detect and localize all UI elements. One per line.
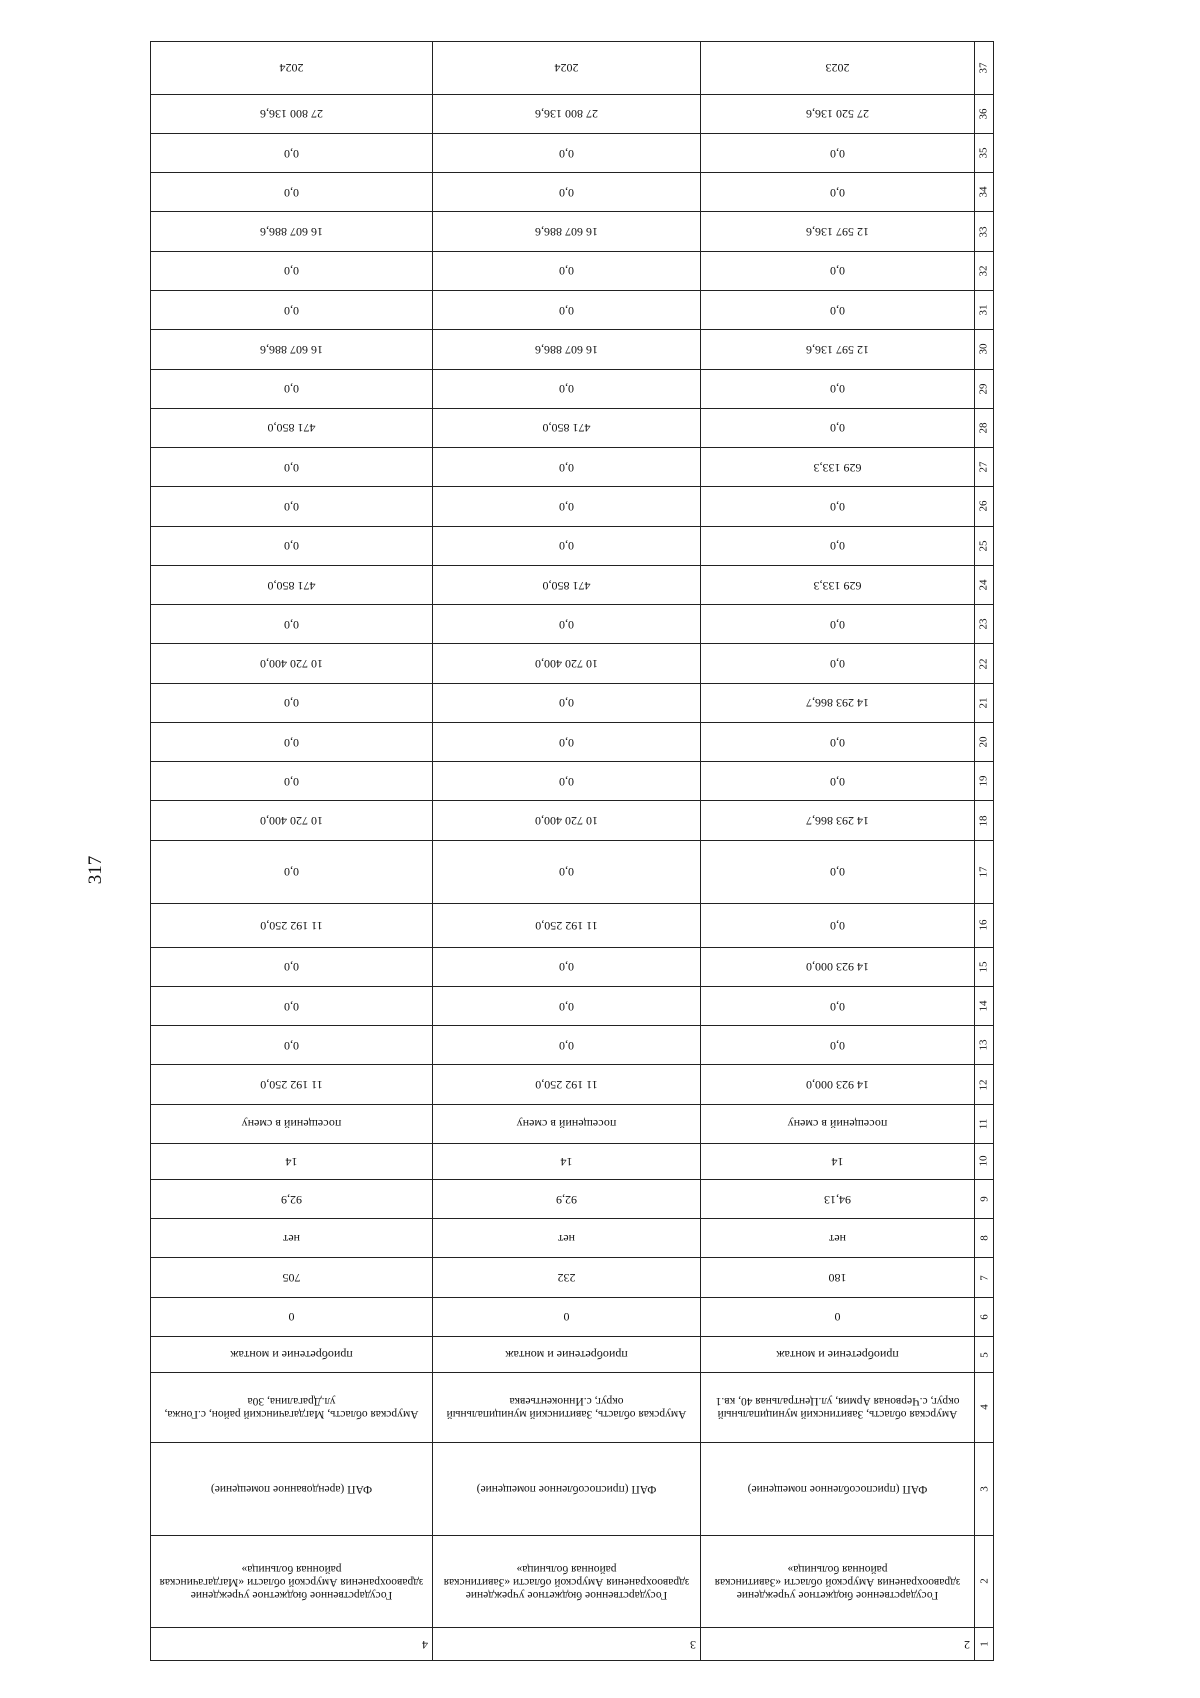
- table-cell: Государственное бюджетное учреждение здравоохранения Амурской области «Магдагачинская районная больница»: [151, 1535, 433, 1628]
- table-cell: 0,0: [701, 173, 975, 212]
- table-cell: Амурская область, Завитинский муниципальный округ, с.Иннокентьевка: [433, 1373, 701, 1443]
- table-row: [151, 801, 994, 840]
- table-row: [151, 1026, 994, 1065]
- column-number: 26: [975, 487, 994, 526]
- table-cell: 0,0: [701, 840, 975, 903]
- table-cell: 0,0: [433, 947, 701, 986]
- table-cell: 0,0: [701, 722, 975, 761]
- column-number: 17: [975, 840, 994, 903]
- table-cell: 14: [433, 1143, 701, 1179]
- table-cell: 14: [701, 1143, 975, 1179]
- table-row: [151, 904, 994, 948]
- table-row: [151, 173, 994, 212]
- table-cell: 11 192 250,0: [433, 904, 701, 948]
- table-cell: 0,0: [433, 291, 701, 330]
- table-cell: 705: [151, 1258, 433, 1297]
- table-cell: 471 850,0: [151, 408, 433, 447]
- table-cell: 11 192 250,0: [151, 904, 433, 948]
- table-row: [151, 1104, 994, 1143]
- table-cell: нет: [151, 1219, 433, 1258]
- table-cell: 629 133,3: [701, 565, 975, 604]
- table-cell: 0,0: [701, 904, 975, 948]
- column-number: 11: [975, 1104, 994, 1143]
- column-number: 4: [975, 1373, 994, 1443]
- table-cell: 4: [151, 1628, 433, 1661]
- column-number: 21: [975, 683, 994, 722]
- table-row: [151, 448, 994, 487]
- table-row: [151, 762, 994, 801]
- table-cell: 14 293 866,7: [701, 801, 975, 840]
- column-number: 31: [975, 291, 994, 330]
- column-number: 6: [975, 1297, 994, 1336]
- column-number: 2: [975, 1535, 994, 1628]
- column-number: 28: [975, 408, 994, 447]
- table-cell: ФАП (приспособленное помещение): [701, 1442, 975, 1535]
- table-cell: 0,0: [151, 369, 433, 408]
- column-number: 7: [975, 1258, 994, 1297]
- table-cell: 629 133,3: [701, 448, 975, 487]
- table-row: [151, 94, 994, 133]
- table-row: [151, 947, 994, 986]
- table-cell: нет: [701, 1219, 975, 1258]
- column-number: 32: [975, 251, 994, 290]
- table-cell: 0,0: [433, 762, 701, 801]
- table-cell: 0,0: [701, 291, 975, 330]
- table-cell: 0,0: [433, 605, 701, 644]
- table-cell: 27 800 136,6: [433, 94, 701, 133]
- column-number: 22: [975, 644, 994, 683]
- table-cell: 11 192 250,0: [433, 1065, 701, 1104]
- column-number: 23: [975, 605, 994, 644]
- table-cell: ФАП (приспособленное помещение): [433, 1442, 701, 1535]
- table-cell: ФАП (арендованное помещение): [151, 1442, 433, 1535]
- table-row: [151, 1219, 994, 1258]
- column-number: 20: [975, 722, 994, 761]
- table-cell: 2: [701, 1628, 975, 1661]
- table-cell: 0,0: [701, 408, 975, 447]
- table-cell: 0,0: [433, 133, 701, 172]
- table-cell: 16 607 886,6: [433, 212, 701, 251]
- table-cell: 0,0: [151, 762, 433, 801]
- table-cell: 0,0: [151, 605, 433, 644]
- column-number: 24: [975, 565, 994, 604]
- table-row: [151, 1179, 994, 1218]
- column-number: 5: [975, 1337, 994, 1373]
- table-cell: 0,0: [701, 133, 975, 172]
- table-cell: 0,0: [701, 526, 975, 565]
- column-number: 36: [975, 94, 994, 133]
- table-cell: 94,13: [701, 1179, 975, 1218]
- table-cell: 0,0: [701, 1026, 975, 1065]
- table-cell: Государственное бюджетное учреждение здравоохранения Амурской области «Завитинская районная больница»: [433, 1535, 701, 1628]
- column-number: 10: [975, 1143, 994, 1179]
- table-cell: 12 597 136,6: [701, 212, 975, 251]
- table-cell: 16 607 886,6: [151, 330, 433, 369]
- table-row: [151, 683, 994, 722]
- table-row: [151, 1297, 994, 1336]
- column-number: 16: [975, 904, 994, 948]
- table-row: [151, 212, 994, 251]
- table-cell: приобретение и монтаж: [151, 1337, 433, 1373]
- column-number: 25: [975, 526, 994, 565]
- table-cell: 0,0: [701, 644, 975, 683]
- column-number: 35: [975, 133, 994, 172]
- table-cell: 0,0: [433, 840, 701, 903]
- table-cell: 471 850,0: [151, 565, 433, 604]
- table-cell: 0,0: [433, 487, 701, 526]
- table-cell: 14: [151, 1143, 433, 1179]
- table-row: [151, 1065, 994, 1104]
- table-cell: 232: [433, 1258, 701, 1297]
- table-row: [151, 644, 994, 683]
- table-cell: 0,0: [151, 487, 433, 526]
- column-number: 37: [975, 42, 994, 95]
- column-number: 3: [975, 1442, 994, 1535]
- table-cell: 0,0: [433, 173, 701, 212]
- table-cell: 0,0: [701, 487, 975, 526]
- table-cell: 0: [433, 1297, 701, 1336]
- table-cell: 0,0: [701, 369, 975, 408]
- table-row: [151, 1373, 994, 1443]
- table-cell: нет: [433, 1219, 701, 1258]
- table-row: [151, 722, 994, 761]
- table-cell: 0,0: [701, 986, 975, 1025]
- table-cell: 0,0: [151, 173, 433, 212]
- table-cell: 92,9: [151, 1179, 433, 1218]
- table-cell: 180: [701, 1258, 975, 1297]
- table-cell: 0,0: [151, 683, 433, 722]
- column-number: 12: [975, 1065, 994, 1104]
- table-cell: 0,0: [151, 448, 433, 487]
- table-cell: 92,9: [433, 1179, 701, 1218]
- table-cell: 0: [151, 1297, 433, 1336]
- table-cell: 0,0: [151, 986, 433, 1025]
- table-row: [151, 1535, 994, 1628]
- column-number: 13: [975, 1026, 994, 1065]
- page-number: 317: [85, 855, 106, 885]
- table-cell: 0,0: [433, 369, 701, 408]
- table-row: [151, 291, 994, 330]
- table-row: [151, 42, 994, 95]
- table-row: [151, 369, 994, 408]
- table-cell: 471 850,0: [433, 565, 701, 604]
- table-cell: 2024: [151, 42, 433, 95]
- table-cell: 11 192 250,0: [151, 1065, 433, 1104]
- financing-table: [150, 41, 994, 1661]
- table-cell: 0,0: [151, 526, 433, 565]
- column-number: 29: [975, 369, 994, 408]
- table-row: [151, 1258, 994, 1297]
- table-cell: 16 607 886,6: [433, 330, 701, 369]
- table-cell: 16 607 886,6: [151, 212, 433, 251]
- column-number: 9: [975, 1179, 994, 1218]
- table-row: [151, 133, 994, 172]
- table-cell: 0,0: [701, 251, 975, 290]
- table-cell: 3: [433, 1628, 701, 1661]
- column-number: 33: [975, 212, 994, 251]
- table-cell: 0,0: [151, 251, 433, 290]
- table-cell: 14 923 000,0: [701, 947, 975, 986]
- column-number: 34: [975, 173, 994, 212]
- table-cell: 0,0: [701, 762, 975, 801]
- table-cell: 0,0: [151, 840, 433, 903]
- table-cell: 10 720 400,0: [433, 644, 701, 683]
- table-cell: приобретение и монтаж: [433, 1337, 701, 1373]
- table-cell: 2024: [433, 42, 701, 95]
- table-cell: 10 720 400,0: [151, 644, 433, 683]
- table-cell: Амурская область, Завитинский муниципальный округ, с.Червоная Армия, ул.Центральная 40, кв.1: [701, 1373, 975, 1443]
- table-row: [151, 840, 994, 903]
- table-row: [151, 605, 994, 644]
- table-cell: 0: [701, 1297, 975, 1336]
- table-cell: Государственное бюджетное учреждение здравоохранения Амурской области «Завитинская районная больница»: [701, 1535, 975, 1628]
- column-number: 19: [975, 762, 994, 801]
- table-cell: посещений в смену: [701, 1104, 975, 1143]
- table-row: [151, 1628, 994, 1661]
- table-cell: 14 293 866,7: [701, 683, 975, 722]
- table-cell: 0,0: [433, 448, 701, 487]
- table-cell: посещений в смену: [433, 1104, 701, 1143]
- table-row: [151, 251, 994, 290]
- table-cell: 0,0: [151, 291, 433, 330]
- column-number: 30: [975, 330, 994, 369]
- table-row: [151, 565, 994, 604]
- column-number: 1: [975, 1628, 994, 1661]
- table-cell: 10 720 400,0: [433, 801, 701, 840]
- table-cell: 0,0: [433, 722, 701, 761]
- table-cell: Амурская область, Магдагачинский район, с.Гонжа, ул.Драгалина, 30а: [151, 1373, 433, 1443]
- table-row: [151, 1337, 994, 1373]
- table-cell: посещений в смену: [151, 1104, 433, 1143]
- table-row: [151, 408, 994, 447]
- column-number: 14: [975, 986, 994, 1025]
- table-cell: 12 597 136,6: [701, 330, 975, 369]
- table-row: [151, 526, 994, 565]
- table-cell: 0,0: [151, 722, 433, 761]
- table-cell: 0,0: [151, 1026, 433, 1065]
- table-row: [151, 986, 994, 1025]
- table-row: [151, 1442, 994, 1535]
- table-cell: 0,0: [433, 986, 701, 1025]
- column-number: 18: [975, 801, 994, 840]
- column-number: 8: [975, 1219, 994, 1258]
- table-cell: 14 923 000,0: [701, 1065, 975, 1104]
- table-cell: 2023: [701, 42, 975, 95]
- table-cell: 0,0: [151, 947, 433, 986]
- table-row: [151, 330, 994, 369]
- column-number: 15: [975, 947, 994, 986]
- table-cell: 471 850,0: [433, 408, 701, 447]
- table-cell: 27 520 136,6: [701, 94, 975, 133]
- table-cell: 0,0: [433, 683, 701, 722]
- table-row: [151, 487, 994, 526]
- table-cell: 27 800 136,6: [151, 94, 433, 133]
- table-row: [151, 1143, 994, 1179]
- table-cell: 0,0: [433, 251, 701, 290]
- table-cell: 10 720 400,0: [151, 801, 433, 840]
- column-number: 27: [975, 448, 994, 487]
- table-cell: 0,0: [433, 526, 701, 565]
- table-cell: 0,0: [701, 605, 975, 644]
- table-cell: 0,0: [151, 133, 433, 172]
- table-cell: приобретение и монтаж: [701, 1337, 975, 1373]
- table-cell: 0,0: [433, 1026, 701, 1065]
